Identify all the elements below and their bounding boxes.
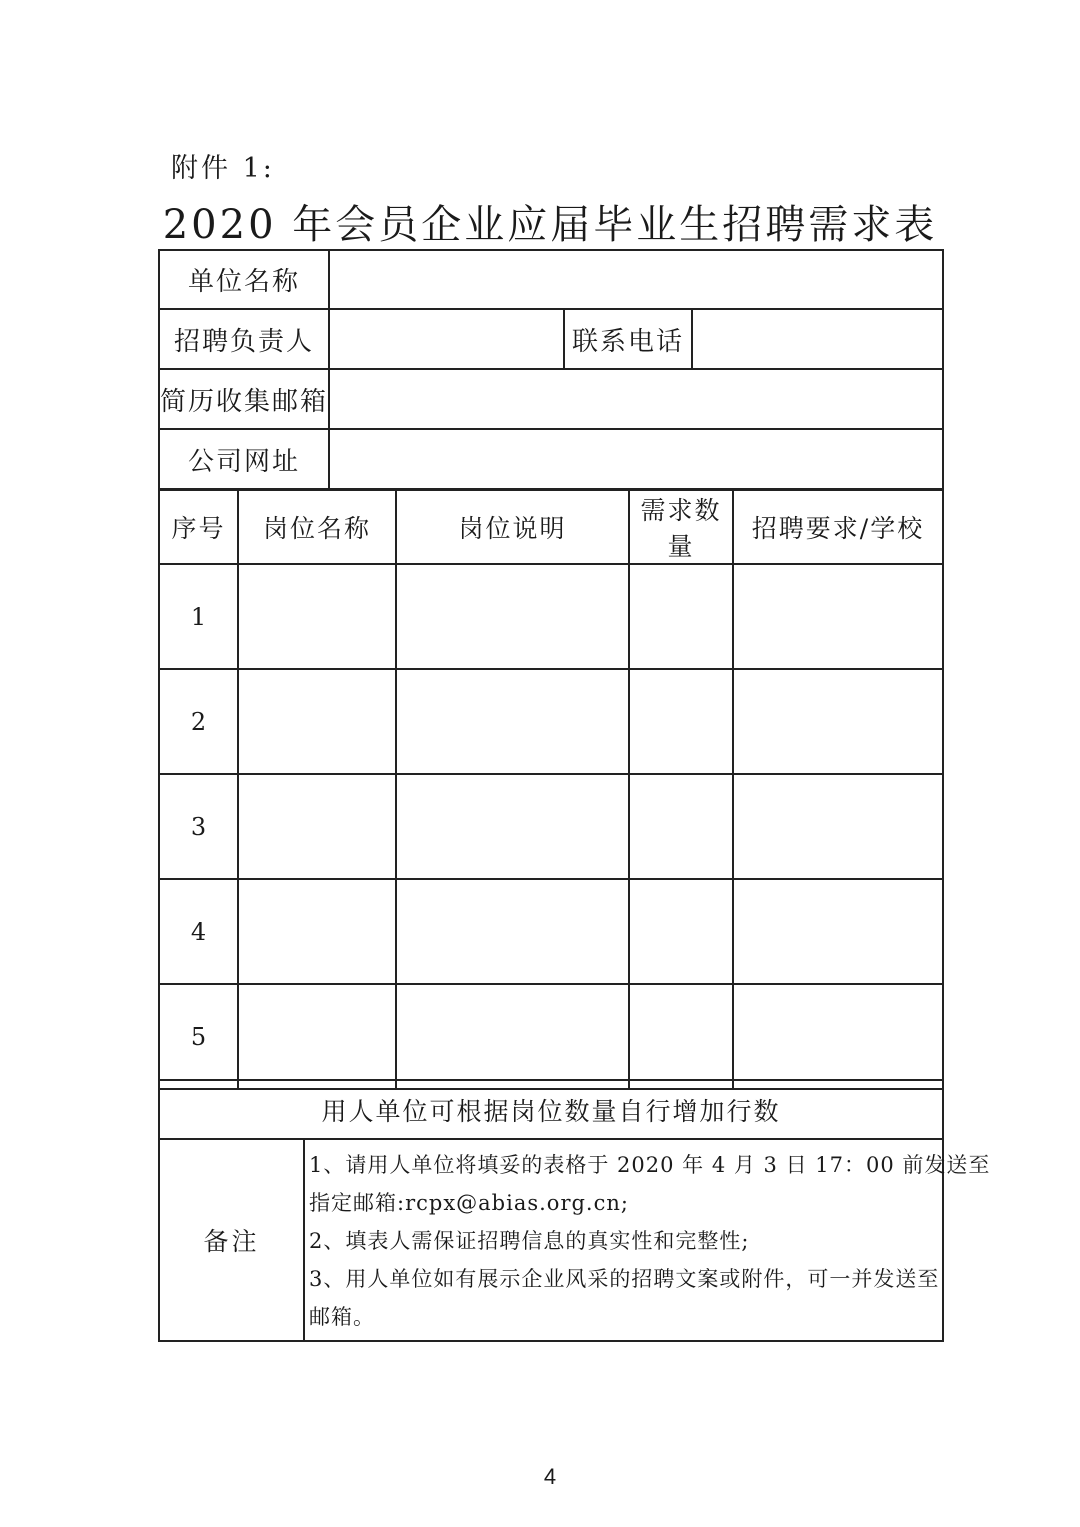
table-row	[159, 774, 943, 879]
positions-header-row	[159, 490, 943, 564]
company-name-label: 单位名称	[159, 250, 329, 309]
table-row	[159, 879, 943, 984]
website-field[interactable]	[329, 429, 943, 489]
add-rows-note: 用人单位可根据岗位数量自行增加行数	[159, 1080, 943, 1139]
row-number: 3	[159, 774, 238, 879]
position-name-cell[interactable]	[238, 669, 396, 774]
page-number: 4	[543, 1464, 557, 1489]
remarks-table	[158, 1079, 991, 1342]
position-description-cell[interactable]	[396, 669, 629, 774]
remarks-line: 2、填表人需保证招聘信息的真实性和完整性;	[309, 1229, 750, 1253]
remarks-line: 邮箱。	[309, 1305, 375, 1329]
position-description-cell[interactable]	[396, 984, 629, 1089]
requirements-cell[interactable]	[733, 879, 943, 984]
attachment-label: 附件 1:	[171, 153, 275, 184]
recruiter-label: 招聘负责人	[159, 309, 329, 369]
position-description-cell[interactable]	[396, 564, 629, 669]
position-name-cell[interactable]	[238, 879, 396, 984]
position-name-cell[interactable]	[238, 984, 396, 1089]
table-row	[159, 564, 943, 669]
phone-field[interactable]	[692, 309, 943, 369]
quantity-cell[interactable]	[629, 879, 733, 984]
row-number: 2	[159, 669, 238, 774]
table-row	[159, 669, 943, 774]
table-row	[159, 984, 943, 1089]
requirements-cell[interactable]	[733, 669, 943, 774]
position-description-cell[interactable]	[396, 879, 629, 984]
requirements-cell[interactable]	[733, 984, 943, 1089]
resume-email-label: 简历收集邮箱	[159, 369, 329, 429]
remarks-label: 备注	[159, 1139, 304, 1341]
recruiter-field[interactable]	[329, 309, 564, 369]
position-name-cell[interactable]	[238, 774, 396, 879]
positions-table	[158, 489, 944, 1090]
header-position-name: 岗位名称	[238, 490, 396, 564]
row-number: 1	[159, 564, 238, 669]
header-position-description: 岗位说明	[396, 490, 629, 564]
header-index: 序号	[159, 490, 238, 564]
header-quantity: 需求数量	[629, 490, 733, 564]
requirements-cell[interactable]	[733, 564, 943, 669]
remarks-line: 1、请用人单位将填妥的表格于 2020 年 4 月 3 日 17：00 前发送至	[309, 1153, 991, 1177]
row-number: 4	[159, 879, 238, 984]
remarks-text	[304, 1139, 991, 1341]
quantity-cell[interactable]	[629, 774, 733, 879]
remarks-line: 3、用人单位如有展示企业风采的招聘文案或附件，可一并发送至	[309, 1267, 940, 1291]
position-description-cell[interactable]	[396, 774, 629, 879]
company-info-table	[158, 249, 944, 490]
position-name-cell[interactable]	[238, 564, 396, 669]
phone-label: 联系电话	[564, 309, 692, 369]
remarks-line: 指定邮箱:rcpx@abias.org.cn;	[309, 1191, 629, 1215]
requirements-cell[interactable]	[733, 774, 943, 879]
quantity-cell[interactable]	[629, 984, 733, 1089]
page-title: 2020 年会员企业应届毕业生招聘需求表	[162, 202, 938, 248]
quantity-cell[interactable]	[629, 669, 733, 774]
website-label: 公司网址	[159, 429, 329, 489]
quantity-cell[interactable]	[629, 564, 733, 669]
resume-email-field[interactable]	[329, 369, 943, 429]
company-name-field[interactable]	[329, 250, 943, 309]
header-requirements: 招聘要求/学校	[733, 490, 943, 564]
row-number: 5	[159, 984, 238, 1089]
